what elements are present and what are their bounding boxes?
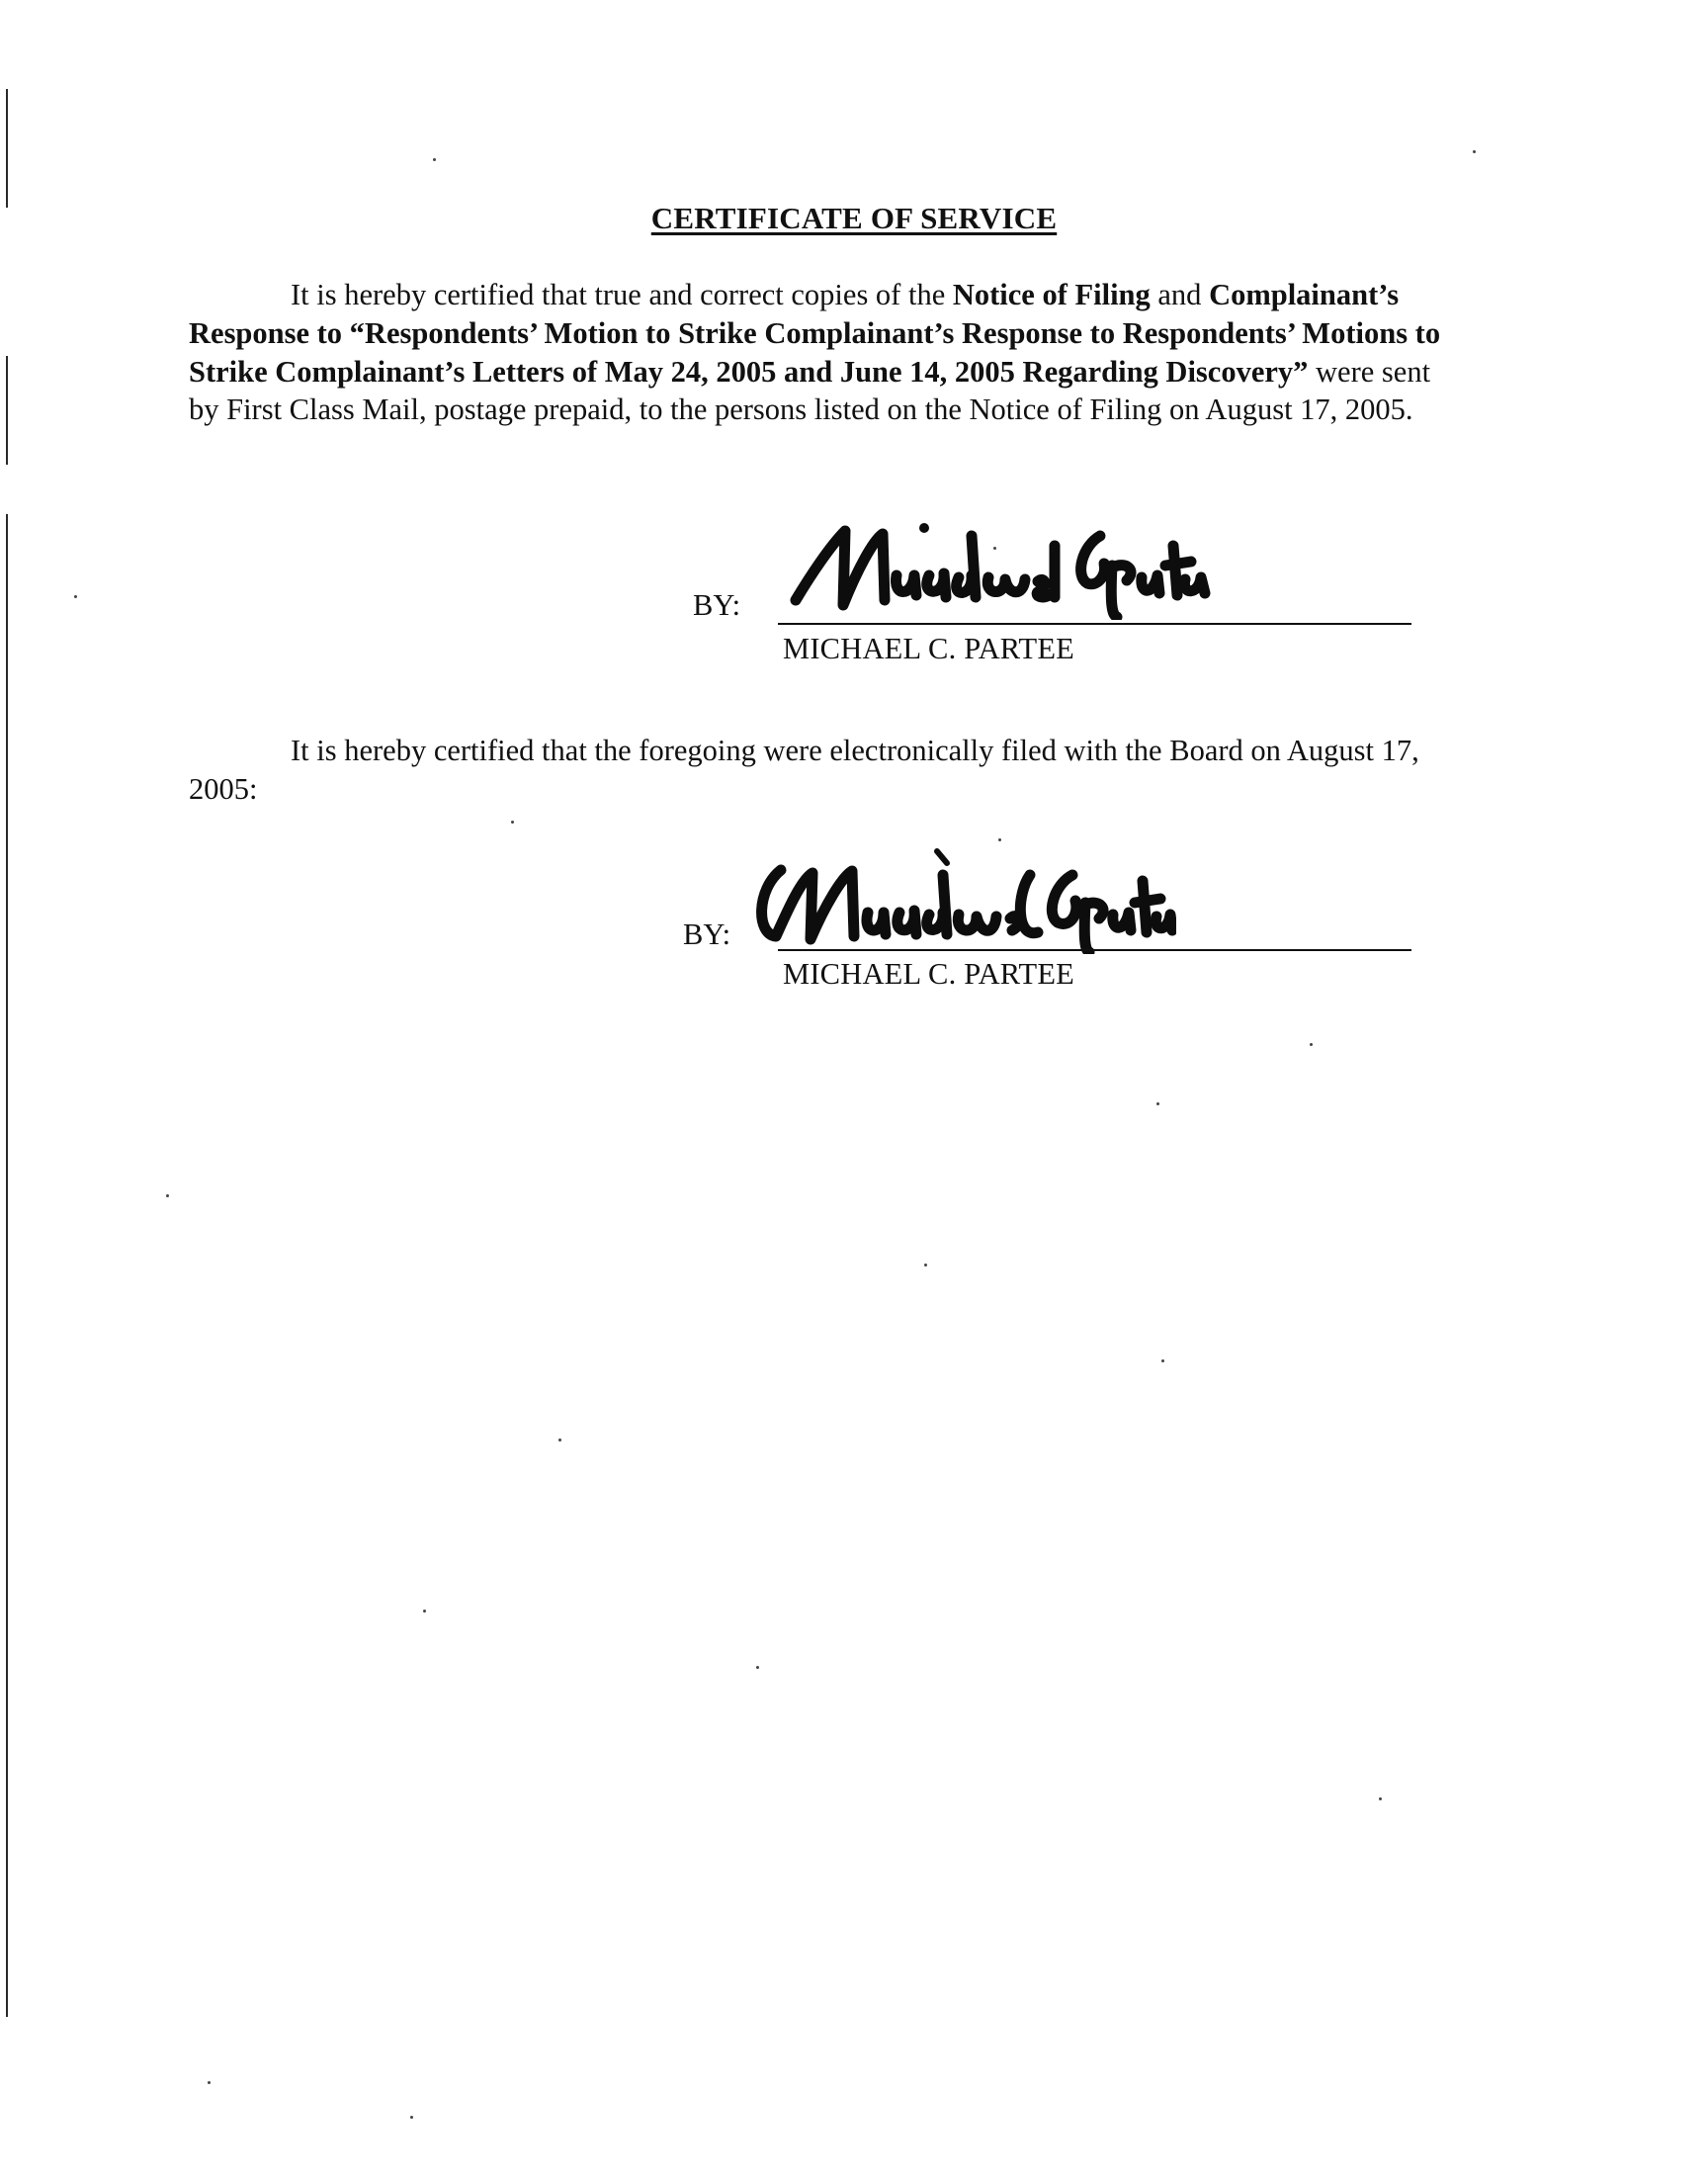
by-label: BY: (693, 588, 741, 622)
scan-speck (1473, 150, 1476, 153)
handwritten-signature (786, 506, 1211, 620)
service-intro-text: It is hereby certified that true and correct copies of the (291, 278, 953, 311)
service-method-text: were sent by First Class Mail, postage prepaid, to the persons listed on the Notice of Filing on August 17, 2005. (189, 354, 1431, 427)
scan-speck (998, 838, 1001, 841)
page-title: CERTIFICATE OF SERVICE (650, 201, 1058, 235)
scan-speck (756, 1666, 759, 1669)
scan-speck (1310, 1043, 1313, 1046)
handwritten-signature (751, 845, 1176, 954)
scan-speck (1379, 1797, 1382, 1800)
scan-speck (511, 821, 514, 824)
scan-speck (74, 595, 77, 598)
scan-edge-mark (6, 356, 8, 465)
conjunction-text: and (1150, 278, 1210, 311)
scan-speck (1161, 1359, 1164, 1362)
electronic-filing-paragraph (189, 732, 1464, 809)
scan-speck (558, 1439, 561, 1441)
scan-speck (410, 2116, 413, 2119)
signature-line (778, 623, 1411, 625)
scan-speck (924, 1264, 927, 1266)
signer-name: MICHAEL C. PARTEE (783, 632, 1075, 665)
signature-line (778, 949, 1411, 951)
notice-of-filing-title: Notice of Filing (952, 278, 1151, 311)
scan-edge-mark (6, 514, 8, 2017)
scan-speck (1156, 1102, 1159, 1105)
electronic-filing-text: It is hereby certified that the foregoing were electronically filed with the Board on August 17, 2005: (189, 734, 1419, 806)
by-label: BY: (683, 917, 731, 951)
scan-speck (433, 158, 436, 161)
service-certification-paragraph (189, 276, 1464, 429)
signer-name: MICHAEL C. PARTEE (783, 957, 1075, 991)
scan-edge-mark (6, 89, 8, 208)
response-document-title: Complainant’s Response to “Respondents’ Motion to Strike Complainant’s Response to Respondents’ Motions to Strike Complainant’s Letters of May 24, 2005 and June 14, 2005 Regarding Discovery” (189, 278, 1441, 389)
scan-speck (208, 2081, 211, 2084)
scan-speck (166, 1194, 169, 1197)
scan-speck (423, 1610, 426, 1613)
